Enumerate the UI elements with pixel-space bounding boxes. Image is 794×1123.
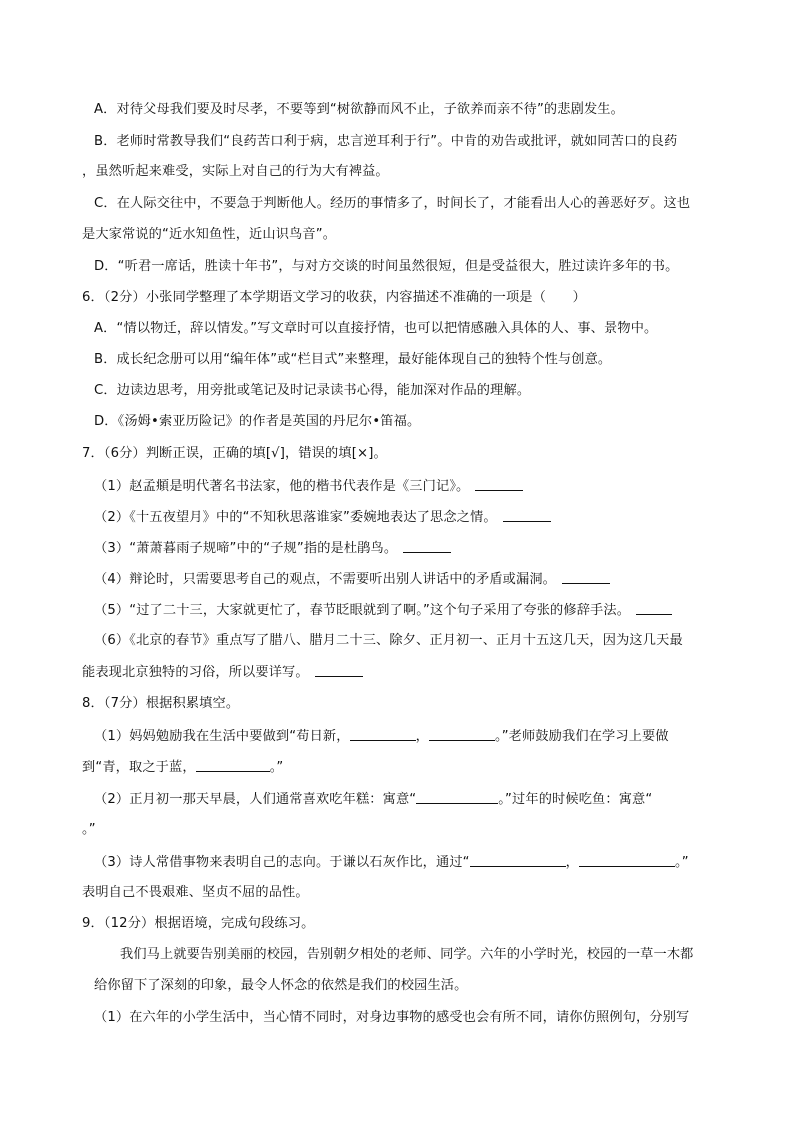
answer-blank[interactable] [196, 758, 270, 772]
answer-blank[interactable] [416, 790, 498, 804]
q5-option-a: A．对待父母我们要及时尽孝，不要等到“树欲静而风不止，子欲养而亲不待”的悲剧发生。 [94, 102, 624, 117]
answer-blank[interactable] [503, 508, 551, 522]
q8-item-2-cont: 。” [82, 822, 96, 837]
q6-option-d: D．《汤姆•索亚历险记》的作者是英国的丹尼尔•笛福。 [94, 414, 421, 429]
answer-blank[interactable] [579, 853, 675, 867]
q8-item-3: （3）诗人常借事物来表明自己的志向。于谦以石灰作比，通过“ ， 。” [94, 855, 689, 870]
q8-item-1: （1）妈妈勉励我在生活中要做到“苟日新， ， 。”老师鼓励我们在学习上要做 [94, 729, 669, 744]
answer-blank[interactable] [403, 539, 451, 553]
q5-option-c: C．在人际交往中，不要急于判断他人。经历的事情多了，时间长了，才能看出人心的善恶好歹。这也 [94, 196, 691, 211]
q7-item-5: （5）“过了二十三，大家就更忙了，春节眨眼就到了啊。”这个句子采用了夸张的修辞手法。 [94, 601, 794, 619]
q7-item-3: （3）“萧萧暮雨子规啼”中的“子规”指的是杜鹃鸟。 [94, 539, 794, 557]
q7-item-2: （2）《十五夜望月》中的“不知秋思落谁家”委婉地表达了思念之情。 [94, 508, 794, 526]
answer-blank[interactable] [475, 477, 523, 491]
q8-stem: 8．（7分）根据积累填空。 [82, 696, 240, 711]
q6-option-a: A．“情以物迁，辞以情发。”写文章时可以直接抒情，也可以把情感融入具体的人、事、景物中。 [94, 321, 658, 336]
q5-option-c-cont: 是大家常说的“近水知鱼性，近山识鸟音”。 [82, 227, 337, 242]
q5-option-b-cont: ，虽然听起来难受，实际上对自己的行为大有裨益。 [82, 164, 389, 179]
q9-item-1: （1）在六年的小学生活中，当心情不同时，对身边事物的感受也会有所不同，请你仿照例句，分别写 [94, 1010, 690, 1025]
q5-option-b: B．老师时常教导我们“良药苦口利于病，忠言逆耳利于行”。中肯的劝告或批评，就如同苦口的良药 [94, 134, 678, 149]
q6-option-c: C．边读边思考，用旁批或笔记及时记录读书心得，能加深对作品的理解。 [94, 383, 531, 398]
answer-blank[interactable] [562, 570, 610, 584]
answer-blank[interactable] [429, 727, 495, 741]
q8-item-2: （2）正月初一那天早晨，人们通常喜欢吃年糕：寓意“ 。”过年的时候吃鱼：寓意“ [94, 792, 653, 807]
answer-blank[interactable] [470, 853, 566, 867]
q9-passage-cont: 给你留下了深刻的印象，最令人怀念的依然是我们的校园生活。 [94, 978, 468, 993]
q6-stem: 6．（2分）小张同学整理了本学期语文学习的收获，内容描述不准确的一项是（ ） [82, 290, 586, 305]
answer-blank[interactable] [315, 663, 363, 677]
q8-item-3-cont: 表明自己不畏艰难、坚贞不屈的品性。 [82, 885, 309, 900]
q6-option-b: B．成长纪念册可以用“编年体”或“栏目式”来整理，最好能体现自己的独特个性与创意。 [94, 352, 612, 367]
q7-item-4: （4）辩论时，只需要思考自己的观点，不需要听出别人讲话中的矛盾或漏洞。 [94, 570, 794, 588]
q5-option-d: D．“听君一席话，胜读十年书”，与对方交谈的时间虽然很短，但是受益很大，胜过读许多年的书。 [94, 259, 679, 274]
answer-blank[interactable] [636, 601, 672, 615]
q7-stem: 7．（6分）判断正误，正确的填[√]，错误的填[×]。 [82, 446, 387, 461]
q7-item-6-cont: 能表现北京独特的习俗，所以要详写。 [82, 663, 794, 681]
answer-blank[interactable] [350, 727, 416, 741]
q8-item-1-cont: 到“青，取之于蓝， 。” [82, 760, 284, 775]
q7-item-1: （1）赵孟頫是明代著名书法家，他的楷书代表作是《三门记》。 [94, 477, 794, 495]
q7-item-6: （6）《北京的春节》重点写了腊八、腊月二十三、除夕、正月初一、正月十五这几天，因为这几天最 [94, 633, 683, 648]
q9-passage: 我们马上就要告别美丽的校园，告别朝夕相处的老师、同学。六年的小学时光，校园的一草一木都 [120, 947, 694, 962]
q9-stem: 9．（12分）根据语境，完成句段练习。 [82, 916, 315, 931]
